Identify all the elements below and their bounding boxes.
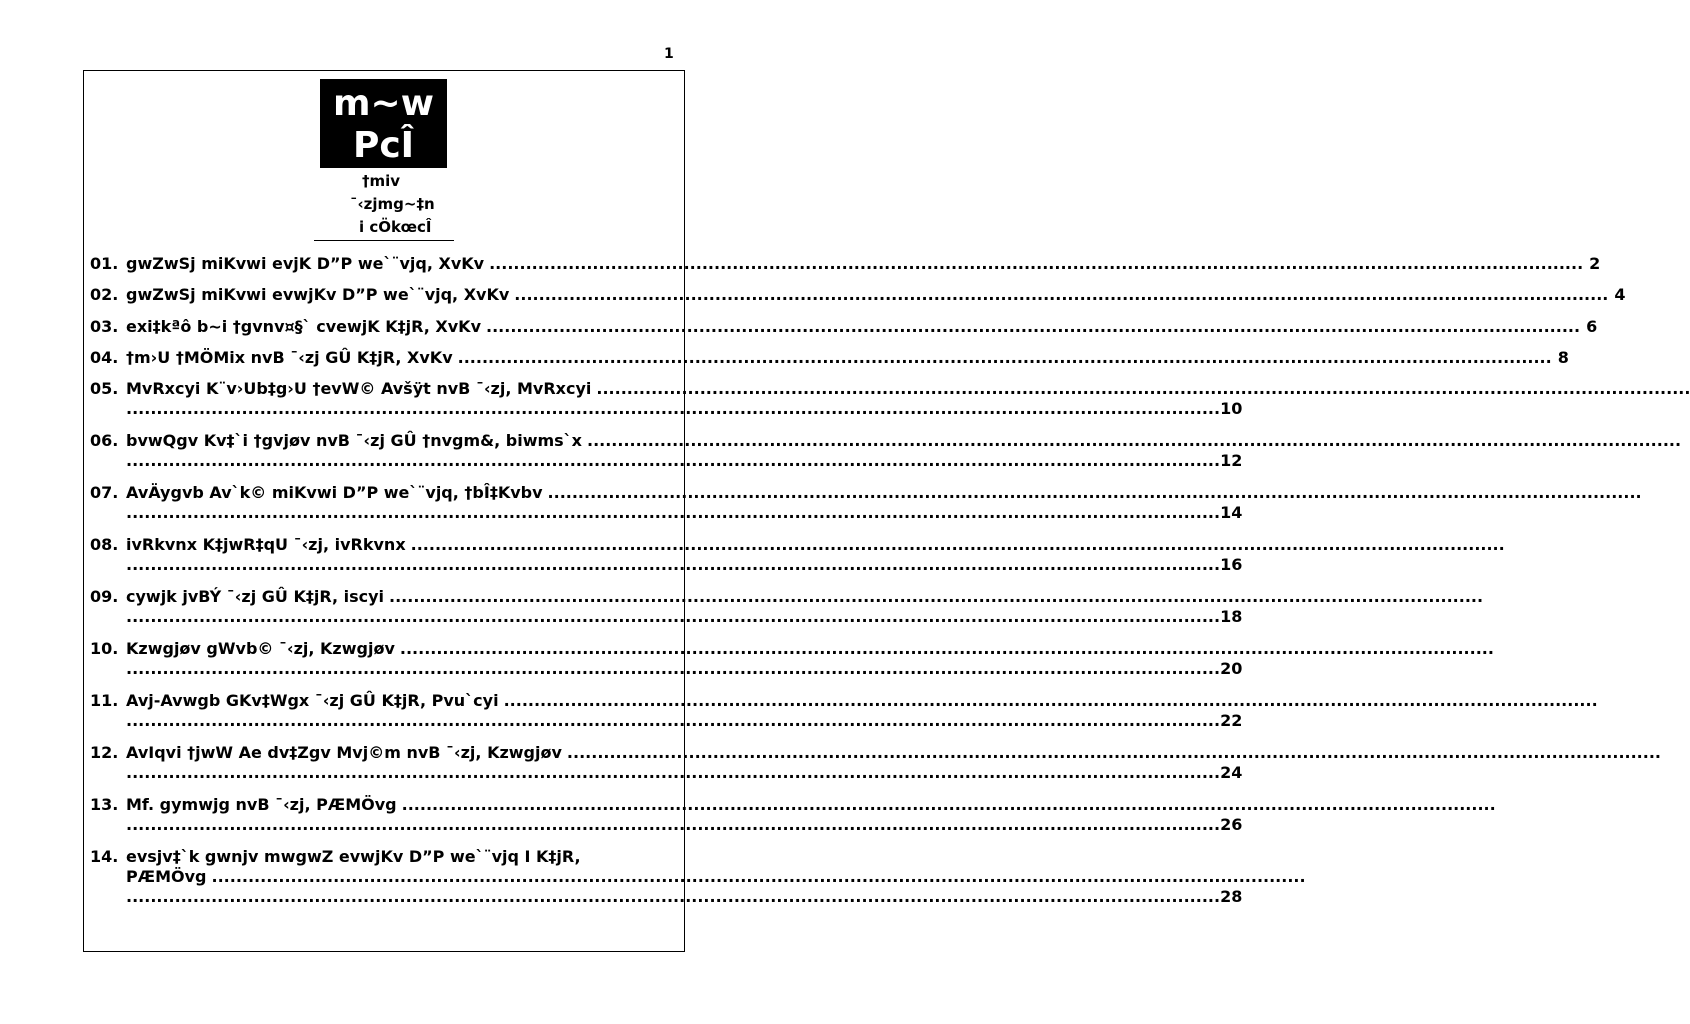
leader-dots: .................................................................................................................................................................................... (503, 691, 1598, 710)
leader-dots: .................................................................................................................................................................................... (126, 607, 1221, 626)
toc-title: gwZwSj miKvwi evwjKv D”P we`¨vjq, XvKv (126, 285, 510, 304)
toc-number: 02. (90, 285, 119, 304)
toc-page: 22 (1220, 711, 1243, 730)
title-line-2: PcÎ (352, 125, 415, 166)
toc-entry[interactable] (90, 430, 1682, 482)
leader-dots: .................................................................................................................................................................................... (389, 587, 1484, 606)
toc-number: 08. (90, 535, 119, 554)
toc-entry[interactable] (90, 378, 1690, 430)
leader-dots: .................................................................................................................................................................................... (457, 348, 1552, 367)
toc-title: †m›U †MÖMix nvB ¯‹zj GÛ K‡jR, XvKv (126, 348, 453, 367)
toc-title: bvwQgv Kv‡`i †gvjøv nvB ¯‹zj GÛ †nvgm&, biwms`x (126, 431, 582, 450)
toc-entry[interactable] (90, 284, 1626, 316)
subtitle (320, 170, 480, 239)
leader-dots: .................................................................................................................................................................................... (486, 317, 1581, 336)
leader-dots: .................................................................................................................................................................................... (126, 763, 1221, 782)
toc-title: AvIqvi †jwW Ae dv‡Zgv Mvj©m nvB ¯‹zj, Kzwgjøv (126, 743, 562, 762)
title-line-1: m~w (333, 83, 434, 124)
toc-title: AvÄygvb Av`k© miKvwi D”P we`¨vjq, †bÎ‡Kvbv (126, 483, 543, 502)
leader-dots: .................................................................................................................................................................................... (126, 555, 1221, 574)
leader-dots: .................................................................................................................................................................................... (410, 535, 1505, 554)
subtitle-line-3: i cÖkœcÎ (359, 218, 432, 236)
toc-entry[interactable] (90, 794, 1496, 846)
leader-dots: .................................................................................................................................................................................... (401, 795, 1496, 814)
toc-title: gwZwSj miKvwi evjK D”P we`¨vjq, XvKv (126, 254, 485, 273)
toc-number: 03. (90, 317, 119, 336)
toc-page: 6 (1586, 317, 1598, 336)
toc-page: 20 (1220, 659, 1243, 678)
toc-page: 2 (1589, 254, 1601, 273)
leader-dots: .................................................................................................................................................................................... (489, 254, 1584, 273)
leader-dots: .................................................................................................................................................................................... (566, 743, 1661, 762)
toc-page: 28 (1220, 887, 1243, 906)
toc-title: Avj-Avwgb GKv‡Wgx ¯‹zj GÛ K‡jR, Pvu`cyi (126, 691, 499, 710)
subtitle-line-2: ¯‹zjmg~‡n (350, 195, 435, 213)
leader-dots: .................................................................................................................................................................................... (211, 867, 1306, 886)
toc-number: 01. (90, 254, 119, 273)
toc-page: 16 (1220, 555, 1243, 574)
leader-dots: .................................................................................................................................................................................... (126, 815, 1221, 834)
subtitle-line-1: †miv (362, 172, 401, 190)
toc-page: 4 (1614, 285, 1626, 304)
toc-number: 05. (90, 379, 119, 398)
toc-entry[interactable] (90, 638, 1494, 690)
toc-entry[interactable] (90, 347, 1569, 378)
toc-entry[interactable] (90, 482, 1642, 534)
toc-title-continued: PÆMÖvg (126, 867, 207, 886)
toc-entry[interactable] (90, 690, 1598, 742)
title-block (320, 79, 447, 168)
toc-page: 12 (1220, 451, 1243, 470)
leader-dots: .................................................................................................................................................................................... (126, 451, 1221, 470)
toc-entry[interactable] (90, 742, 1661, 794)
toc-entry[interactable] (90, 253, 1601, 284)
toc-page: 10 (1220, 399, 1243, 418)
leader-dots: .................................................................................................................................................................................... (596, 379, 1690, 398)
toc-title: exi‡kªô b~i †gvnv¤§` cvewjK K‡jR, XvKv (126, 317, 481, 336)
table-of-contents (90, 253, 1690, 906)
toc-title: Mf. gymwjg nvB ¯‹zj, PÆMÖvg (126, 795, 397, 814)
leader-dots: .................................................................................................................................................................................... (547, 483, 1642, 502)
leader-dots: .................................................................................................................................................................................... (586, 431, 1682, 450)
toc-number: 07. (90, 483, 119, 502)
toc-number: 06. (90, 431, 119, 450)
toc-number: 10. (90, 639, 119, 658)
toc-page: 8 (1557, 348, 1569, 367)
toc-title: ivRkvnx K‡jwR‡qU ¯‹zj, ivRkvnx (126, 535, 406, 554)
leader-dots: .................................................................................................................................................................................... (126, 887, 1221, 906)
toc-title: MvRxcyi K¨v›Ub‡g›U †evW© Avšÿt nvB ¯‹zj, MvRxcyi (126, 379, 592, 398)
toc-number: 04. (90, 348, 119, 367)
toc-page: 18 (1220, 607, 1243, 626)
leader-dots: .................................................................................................................................................................................... (126, 503, 1221, 522)
toc-entry[interactable] (90, 316, 1598, 347)
leader-dots: .................................................................................................................................................................................... (126, 659, 1221, 678)
leader-dots: .................................................................................................................................................................................... (399, 639, 1494, 658)
toc-title: Kzwgjøv gWvb© ¯‹zj, Kzwgjøv (126, 639, 395, 658)
toc-entry[interactable] (90, 586, 1484, 638)
page-number: 1 (664, 46, 674, 62)
title-divider (314, 240, 454, 241)
leader-dots: .................................................................................................................................................................................... (126, 399, 1221, 418)
toc-page: 24 (1220, 763, 1243, 782)
toc-number: 14. (90, 847, 119, 866)
leader-dots: .................................................................................................................................................................................... (126, 711, 1221, 730)
leader-dots: .................................................................................................................................................................................... (514, 285, 1609, 304)
toc-number: 09. (90, 587, 119, 606)
toc-number: 11. (90, 691, 119, 710)
toc-number: 13. (90, 795, 119, 814)
toc-page: 26 (1220, 815, 1243, 834)
toc-page: 14 (1220, 503, 1243, 522)
toc-title: evsjv‡`k gwnjv mwgwZ evwjKv D”P we`¨vjq I K‡jR, (126, 847, 581, 866)
toc-entry[interactable] (90, 534, 1505, 586)
toc-title: cywjk jvBÝ ¯‹zj GÛ K‡jR, iscyi (126, 587, 384, 606)
toc-number: 12. (90, 743, 119, 762)
